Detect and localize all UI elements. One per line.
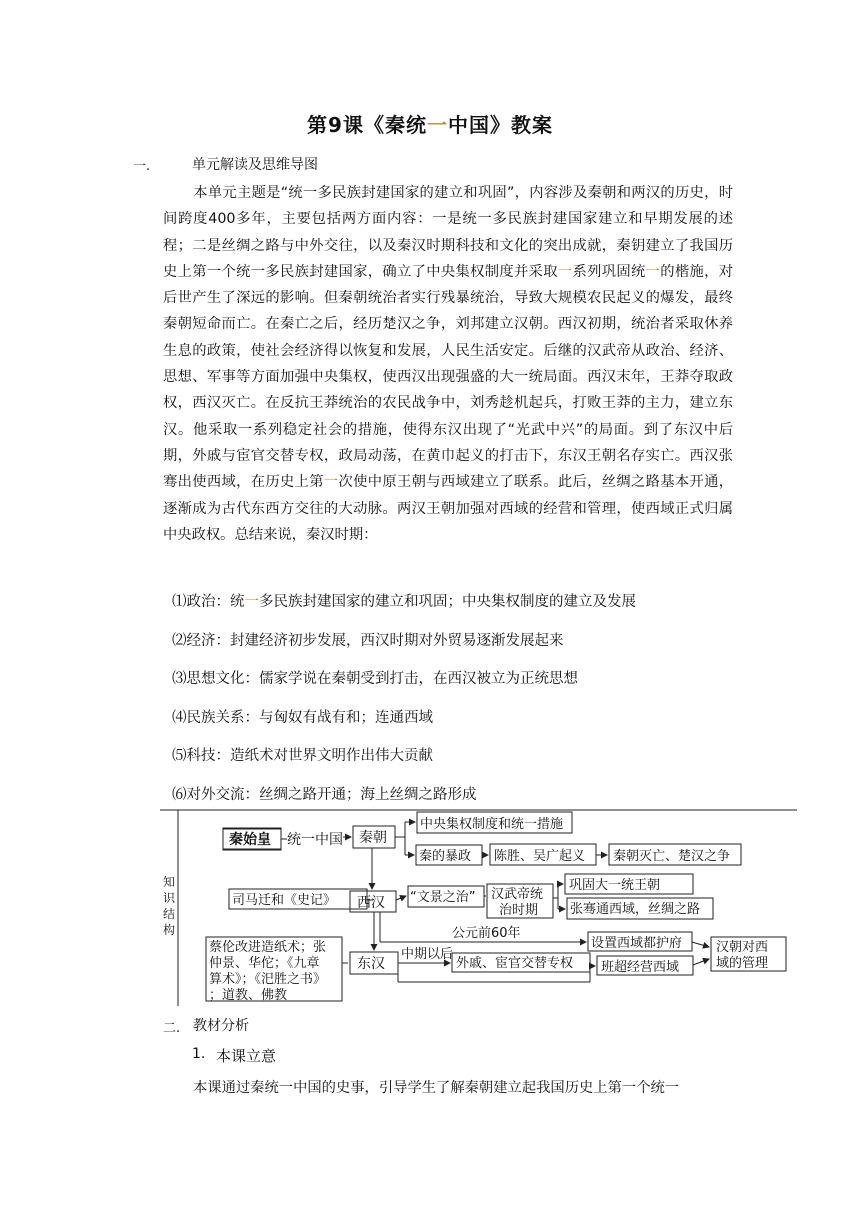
node-westmgmt: 汉朝对西 [716, 940, 769, 955]
node-qinshihuang: 秦始皇 [229, 832, 271, 848]
subsection-1-heading: 本课立意 [216, 1047, 277, 1065]
node-waiqi: 外戚、宦官交替专权 [456, 956, 574, 971]
summary-list [172, 587, 636, 818]
node-xihan: 西汉 [357, 895, 385, 911]
subsection-1-number: 1. [192, 1046, 206, 1062]
node-wudi: 汉武帝统 [491, 887, 544, 902]
node-westmgmt: 域的管理 [716, 956, 769, 971]
knowledge-mindmap [160, 806, 797, 1006]
node-uprising: 陈胜、吴广起义 [494, 849, 586, 864]
node-culture: 仲景、华佗；《九章 [209, 956, 320, 971]
node-culture: 蔡伦改进造纸术；张 [209, 940, 327, 955]
list-item: ⑷民族关系：与匈奴有战有和；连通西域 [172, 709, 433, 726]
list-item: ⑴政治：统一多民族封建国家的建立和巩固；中央集权制度的建立及发展 [172, 594, 636, 610]
node-fall: 秦朝灭亡、楚汉之争 [613, 849, 731, 864]
label-year60: 公元前60年 [452, 926, 521, 941]
node-wudi: 治时期 [499, 903, 539, 918]
mindmap-side-char: 构 [163, 923, 176, 937]
section-2-number: 二. [163, 1021, 181, 1036]
node-wenjing: “文景之治” [410, 890, 476, 905]
list-item: ⑹对外交流：丝绸之路开通；海上丝绸之路形成 [172, 786, 477, 803]
label-later: 中期以后 [401, 947, 454, 962]
mindmap-side-char: 结 [163, 907, 176, 921]
list-item: ⑶思想文化：儒家学说在秦朝受到打击，在西汉被立为正统思想 [172, 671, 578, 687]
section-1-number: 一. [133, 159, 151, 174]
body-paragraph: 本课通过秦统一中国的史事，引导学生了解秦朝建立起我国历史上第一个统一 [193, 1080, 680, 1096]
node-culture: 算术》；《汜胜之书》 [209, 972, 327, 987]
node-duhufu: 设置西域都护府 [591, 936, 683, 951]
node-qin: 秦朝 [359, 830, 387, 846]
node-central: 中央集权制度和统一措施 [420, 817, 564, 832]
section-2-heading: 教材分析 [193, 1018, 249, 1034]
list-item: ⑵经济：封建经济初步发展，西汉时期对外贸易逐渐发展起来 [172, 632, 564, 649]
node-tyranny: 秦的暴政 [419, 849, 472, 864]
node-banchao: 班超经营西域 [601, 960, 680, 975]
list-item: ⑸科技：造纸术对世界文明作出伟大贡献 [172, 748, 433, 764]
page-title: 第9课《秦统一中国》教案 [307, 113, 553, 137]
mindmap-side-char: 识 [163, 891, 176, 905]
mindmap-side-char: 知 [163, 875, 176, 889]
node-zhangqian: 张骞通西域，丝绸之路 [570, 902, 701, 917]
section-1-heading: 单元解读及思维导图 [192, 157, 318, 173]
node-sima: 司马迁和《史记》 [232, 893, 337, 908]
node-culture: ；道教、佛教 [209, 988, 288, 1003]
node-unify: 统一中国 [287, 832, 343, 848]
node-donghan: 东汉 [357, 956, 385, 972]
intro-paragraph: 本单元主题是“统一多民族封建国家的建立和巩固”，内容涉及秦朝和两汉的历史，时间跨度400多年，主要包括两方面内容：一是统一多民族封建国家建立和早期发展的述程；二是丝绸之路与中外交往，以及秦汉时期科技和文化的突出成就，秦钥建立了我国历史上第一个统一多民族封建国家，确立了中央集权制度并采取一系列巩固统一的楷施，对后世产生了深远的影响。但秦朝统治者实行残暴统治，导致大规模农民起义的爆发，最终秦朝短命而亡。在秦亡之后，经历楚汉之争，刘邦建立汉朝。西汉初期，统治者采取休养生息的政策，使社会经济得以恢复和发展，人民生活安定。后继的汉武帝从政治、经济、思想、军事等方面加强中央集权，使西汉出现强盛的大一统局面。西汉末年，王莽夺取政权，西汉灭亡。在反抗王莽统治的农民战争中，刘秀趁机起兵，打败王莽的主力，建立东汉。他采取一系列稳定社会的措施，使得东汉出现了“光武中兴”的局面。到了东汉中后期，外戚与宦官交替专权，政局动荡，在黄巾起义的打击下，东汉王朝名存实亡。西汉张骞出使西域，在历史上第一次使中原王朝与西域建立了联系。此后，丝绸之路基本开通，逐渐成为古代东西方交往的大动脉。两汉王朝加强对西域的经营和管理，使西域正式归属中央政权。总结来说，秦汉时期： [163, 185, 734, 543]
node-consolidate: 巩固大一统王朝 [569, 878, 661, 893]
mindmap-svg [160, 806, 797, 1006]
